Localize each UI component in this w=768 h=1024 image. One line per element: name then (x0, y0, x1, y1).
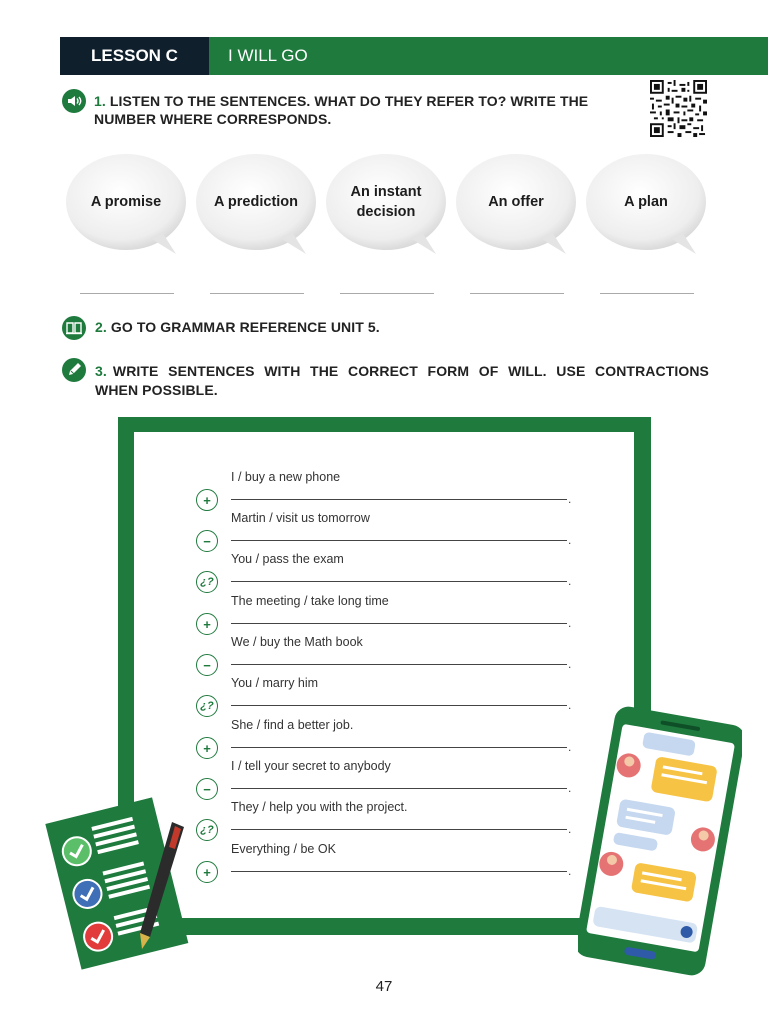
bubble-promise (64, 150, 188, 256)
item-prompt: We / buy the Math book (231, 635, 363, 649)
answer-line[interactable] (231, 664, 567, 665)
affirmative-symbol: + (196, 737, 218, 759)
bubble-label: A plan (624, 194, 668, 210)
answer-line[interactable] (231, 788, 567, 789)
answer-line[interactable] (600, 293, 694, 294)
answer-line[interactable] (231, 581, 567, 582)
qr-code[interactable] (650, 80, 707, 137)
line-end: . (568, 492, 572, 506)
item-prompt: Everything / be OK (231, 842, 336, 856)
item-prompt: I / tell your secret to anybody (231, 759, 391, 773)
exercise-3-text-2: WHEN POSSIBLE. (95, 382, 218, 398)
line-end: . (568, 616, 572, 630)
bubble-label: A prediction (213, 194, 299, 210)
negative-symbol: − (196, 778, 218, 800)
answer-line[interactable] (80, 293, 174, 294)
exercise-item (196, 511, 576, 556)
book-icon (62, 316, 86, 340)
line-end: . (568, 781, 572, 795)
question-symbol: ¿? (196, 819, 218, 841)
item-prompt: You / marry him (231, 676, 319, 690)
affirmative-symbol: + (196, 861, 218, 883)
page-number: 47 (375, 978, 393, 995)
pencil-icon (62, 358, 86, 382)
line-end: . (568, 698, 572, 712)
item-prompt: They / help you with the project. (231, 800, 408, 814)
negative-symbol: − (196, 654, 218, 676)
checklist-illustration (44, 796, 194, 971)
item-prompt: She / find a better job. (231, 718, 354, 732)
affirmative-symbol: + (196, 489, 218, 511)
answer-line[interactable] (231, 705, 567, 706)
lesson-title: I WILL GO (228, 46, 308, 65)
line-end: . (568, 574, 572, 588)
answer-line[interactable] (231, 499, 567, 500)
lesson-label: LESSON C (60, 37, 209, 75)
phone-chat-illustration (578, 706, 742, 976)
exercise-item (196, 594, 576, 639)
line-end: . (568, 657, 572, 671)
answer-line[interactable] (231, 540, 567, 541)
answer-line[interactable] (340, 293, 434, 294)
bubble-plan (584, 150, 708, 256)
item-prompt: You / pass the exam (231, 552, 344, 566)
bubble-label: A promise (90, 194, 162, 210)
answer-line[interactable] (231, 623, 567, 624)
exercise-item (196, 635, 576, 680)
exercise-1-text-2: NUMBER WHERE CORRESPONDS. (94, 111, 332, 127)
exercise-item (196, 800, 576, 845)
exercise-2-instruction (95, 319, 380, 335)
exercise-2-text: GO TO GRAMMAR REFERENCE UNIT 5. (110, 319, 380, 335)
exercise-3-text: WRITE SENTENCES WITH THE CORRECT FORM OF WILL. USE CONTRACTIONS (112, 363, 709, 379)
answer-line[interactable] (470, 293, 564, 294)
bubble-prediction (194, 150, 318, 256)
item-prompt: I / buy a new phone (231, 470, 341, 484)
exercise-3-number: 3. (95, 363, 107, 379)
line-end: . (568, 822, 572, 836)
exercise-item (196, 759, 576, 804)
question-symbol: ¿? (196, 571, 218, 593)
speaker-icon[interactable] (62, 89, 86, 113)
exercise-2-number: 2. (95, 319, 107, 335)
bubble-label: An instant decision (350, 184, 422, 220)
item-prompt: The meeting / take long time (231, 594, 389, 608)
exercise-item (196, 470, 576, 515)
bubble-offer (454, 150, 578, 256)
bubble-instant-decision (324, 150, 448, 256)
exercise-1-instruction (94, 92, 588, 128)
answer-line[interactable] (210, 293, 304, 294)
line-end: . (568, 740, 572, 754)
negative-symbol: − (196, 530, 218, 552)
exercise-item (196, 718, 576, 763)
affirmative-symbol: + (196, 613, 218, 635)
exercise-item (196, 676, 576, 721)
line-end: . (568, 864, 572, 878)
lesson-header (60, 37, 768, 75)
exercise-3-instruction (95, 362, 709, 400)
question-symbol: ¿? (196, 695, 218, 717)
exercise-1-number: 1. (94, 93, 106, 109)
exercise-item (196, 552, 576, 597)
item-prompt: Martin / visit us tomorrow (231, 511, 370, 525)
exercise-item (196, 842, 576, 887)
line-end: . (568, 533, 572, 547)
answer-line[interactable] (231, 747, 567, 748)
exercise-1-text: LISTEN TO THE SENTENCES. WHAT DO THEY REFER TO? WRITE THE (109, 93, 589, 109)
bubble-label: An offer (488, 194, 544, 210)
answer-line[interactable] (231, 871, 567, 872)
answer-line[interactable] (231, 829, 567, 830)
